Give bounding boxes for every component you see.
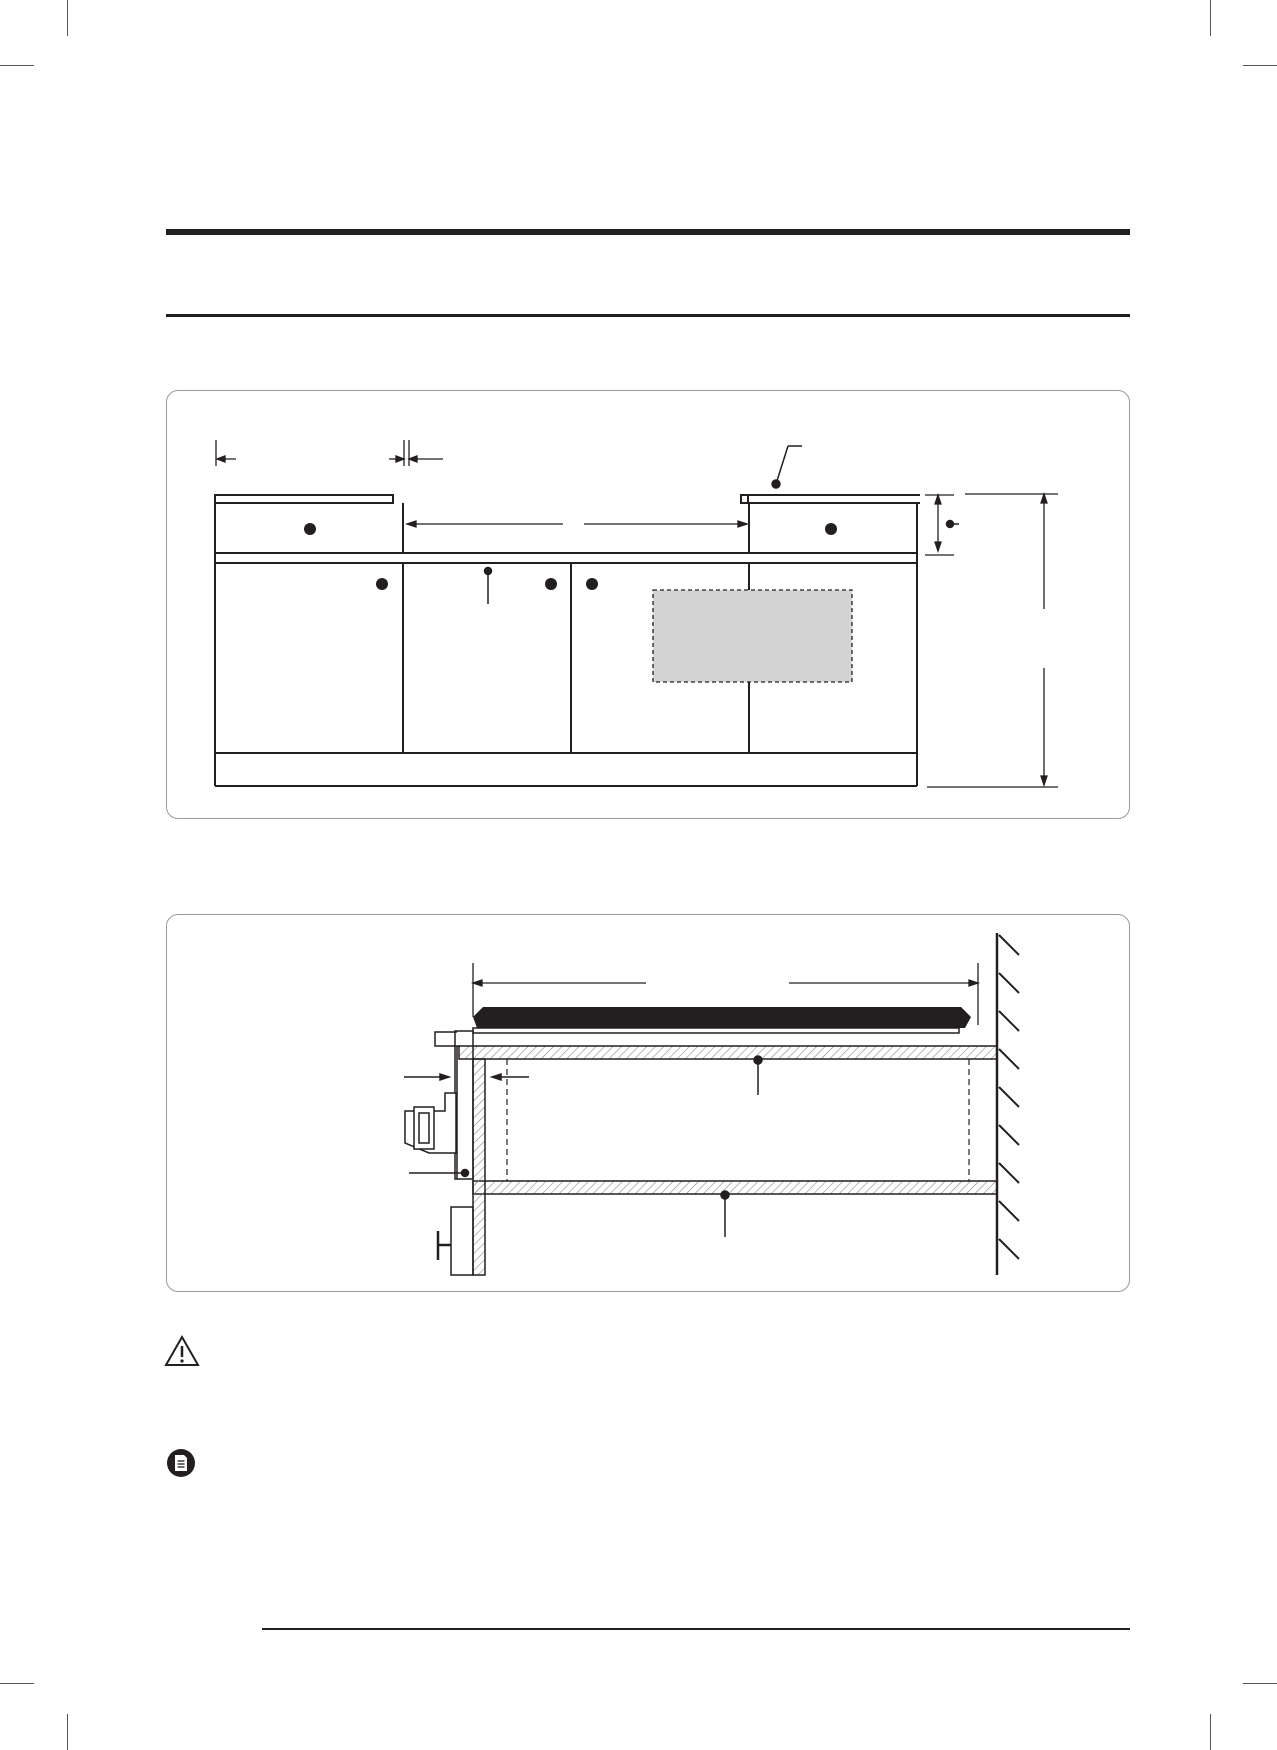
cross-section-figure: [166, 914, 1130, 1292]
cabinet-front-drawing: [167, 391, 1131, 820]
right-countertop-lip: [741, 495, 748, 503]
header-rule-thick: [166, 229, 1130, 235]
crop-mark-bottom-left: [67, 1714, 68, 1750]
footer-rule: [262, 1628, 1130, 1630]
cabinet-front-figure: [166, 390, 1130, 819]
countertop-section: [459, 1046, 997, 1059]
crop-mark-top-left: [67, 0, 68, 36]
oven-cutout-area: [653, 590, 852, 682]
oven-handle: [405, 1093, 456, 1153]
warning-triangle-icon: [164, 1335, 200, 1367]
crop-mark-bottom-left-h: [0, 1683, 34, 1684]
wall-hatching: [999, 935, 1019, 1259]
crop-mark-top-right-h: [1243, 65, 1277, 66]
crop-mark-bottom-right-h: [1243, 1683, 1277, 1684]
shelf-section: [473, 1181, 997, 1194]
crop-mark-top-left-h: [0, 65, 34, 66]
front-panel-section: [473, 1059, 485, 1275]
crop-mark-bottom-right: [1210, 1714, 1211, 1750]
cooktop-glass: [473, 1007, 971, 1028]
header-rule-thin: [166, 314, 1130, 317]
left-countertop: [215, 495, 393, 503]
crop-mark-top-right: [1210, 0, 1211, 36]
note-document-icon: [166, 1448, 196, 1478]
cross-section-drawing: [167, 915, 1131, 1293]
